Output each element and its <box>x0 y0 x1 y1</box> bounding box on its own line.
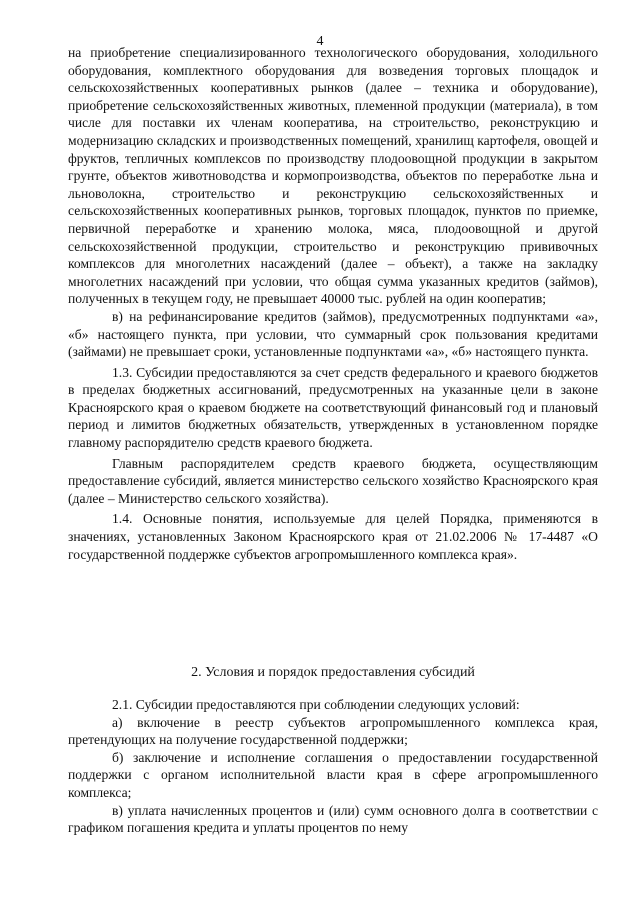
page-number: 4 <box>316 34 324 49</box>
paragraph-1-4-basic-concepts: 1.4. Основные понятия, используемые для целей Порядка, применяются в значениях, установленных Законом Красноярского края от 21.02.2006 № 17-4487 «О государственной поддержке субъектов агропромышленного комплекса края». <box>68 511 598 562</box>
paragraph-2-1-conditions: 2.1. Субсидии предоставляются при соблюдении следующих условий: <box>112 697 520 712</box>
section-title: 2. Условия и порядок предоставления субсидий <box>191 665 475 680</box>
paragraph-refinancing: в) на рефинансирование кредитов (займов), предусмотренных подпунктами «а», «б» настоящего пункта, при условии, что суммарный срок пользования кредитами (займами) не превышает сроки, установленные подпунктами «а», «б» настоящего пункта. <box>68 308 598 360</box>
paragraph-1-3-subsidy-sources: 1.3. Субсидии предоставляются за счет средств федерального и краевого бюджетов в пределах бюджетных ассигнований, предусмотренных на указанные цели в законе Красноярского края о краевом бюджете на соответствующий финансовый год и плановый период и лимитов бюджетных обязательств, утвержденных в установленном порядке главному распорядителю средств краевого бюджета. <box>68 364 598 451</box>
condition-c-interest-payment: в) уплата начисленных процентов и (или) сумм основного долга в соответствии с графиком погашения кредита и уплаты процентов по нему <box>68 802 598 836</box>
condition-a-registry: а) включение в реестр субъектов агропромышленного комплекса края, претендующих на получение государственной поддержки; <box>68 714 598 748</box>
paragraph-equipment-purchase: на приобретение специализированного технологического оборудования, холодильного оборудования, комплектного оборудования для возведения торговых площадок и сельскохозяйственных кооперативных рынков (далее – техника и оборудование), приобретение сельскохозяйственных животных, племенной продукции (материала), в том числе для поставки их членам кооператива, на строительство, реконструкцию и модернизацию складских и производственных помещений, хранилищ картофеля, овощей и фруктов, тепличных комплексов по производству плодоовощной продукции в закрытом грунте, объектов животноводства и кормопроизводства, объектов по переработке льна и льноволокна, строительство и реконструкцию сельскохозяйственных и сельскохозяйственных кооперативных рынков, торговых площадок, пунктов по приемке, первичной переработке и хранению молока, мяса, плодоовощной и другой сельскохозяйственной продукции, строительство и реконструкцию прививочных комплексов для многолетних насаждений (далее – объект), а также на закладку многолетних насаждений при условии, что общая сумма указанных кредитов (займов), полученных в текущем году, не превышает 40000 тыс. рублей на один кооператив; <box>68 45 598 307</box>
condition-b-agreement: б) заключение и исполнение соглашения о предоставлении государственной поддержки с органом исполнительной власти края в сфере агропромышленного комплекса; <box>68 749 598 800</box>
document-body-top <box>68 44 598 563</box>
document-body-bottom <box>68 696 598 837</box>
paragraph-main-budget-manager: Главным распорядителем средств краевого бюджета, осуществляющим предоставление субсидий, является министерство сельского хозяйство Красноярского края (далее – Министерство сельского хозяйства). <box>68 455 598 506</box>
